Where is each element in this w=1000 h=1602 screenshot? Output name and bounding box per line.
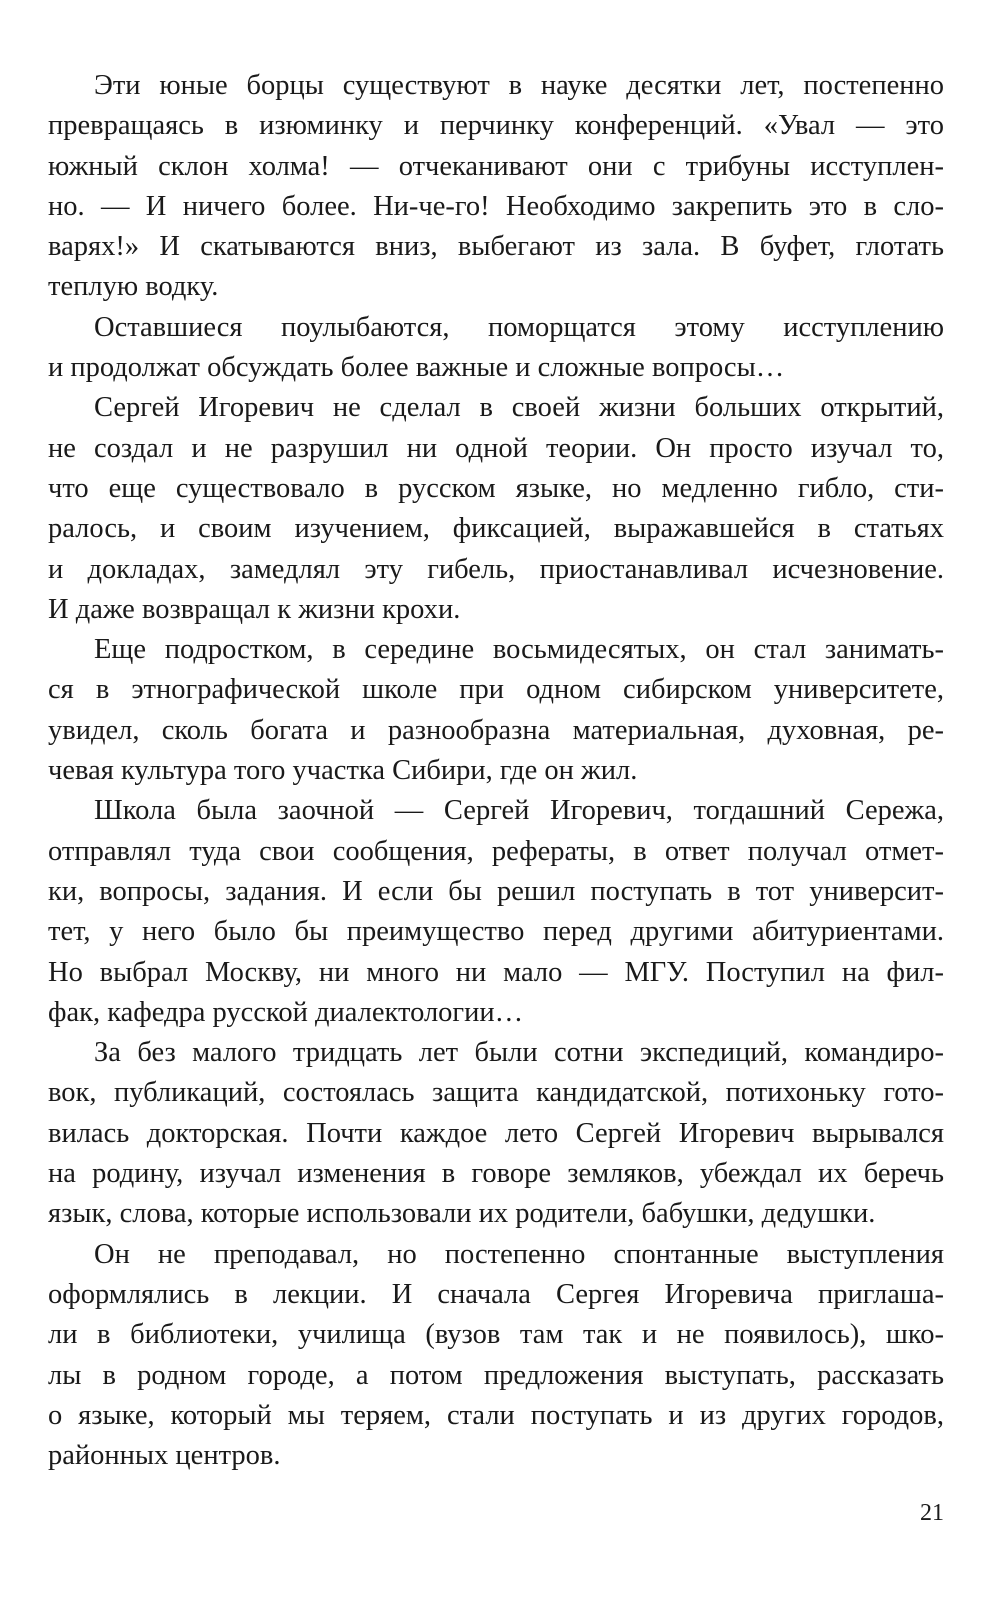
text-line: но. — И ничего более. Ни-че-го! Необходимо закрепить это в сло- xyxy=(48,190,944,222)
text-line: Сергей Игоревич не сделал в своей жизни больших открытий, xyxy=(94,392,944,424)
text-line: вок, публикаций, состоялась защита кандидатской, потихоньку гото- xyxy=(48,1077,944,1109)
text-line: варях!» И скатываются вниз, выбегают из зала. В буфет, глотать xyxy=(48,231,944,263)
text-line: отправлял туда свои сообщения, рефераты, в ответ получал отмет- xyxy=(48,835,944,867)
text-line: язык, слова, которые использовали их родители, бабушки, дедушки. xyxy=(48,1198,876,1230)
text-line: о языке, который мы теряем, стали поступать и из других городов, xyxy=(48,1399,944,1431)
text-line: оформлялись в лекции. И сначала Сергея Игоревича приглаша- xyxy=(48,1278,944,1310)
text-line: и докладах, замедлял эту гибель, приостанавливал исчезновение. xyxy=(48,553,944,585)
text-line: Он не преподавал, но постепенно спонтанные выступления xyxy=(94,1238,944,1270)
body-text xyxy=(48,66,944,1476)
text-line: чевая культура того участка Сибири, где он жил. xyxy=(48,755,638,787)
text-line: что еще существовало в русском языке, но медленно гибло, сти- xyxy=(48,472,944,504)
text-line: и продолжат обсуждать более важные и сложные вопросы… xyxy=(48,352,785,384)
text-line: Эти юные борцы существуют в науке десятки лет, постепенно xyxy=(94,70,944,101)
text-line: превращаясь в изюминку и перчинку конференций. «Увал — это xyxy=(48,110,944,142)
page-number: 21 xyxy=(920,1500,944,1526)
text-line: ки, вопросы, задания. И если бы решил поступать в тот университ- xyxy=(48,875,944,907)
text-line: Оставшиеся поулыбаются, поморщатся этому исступлению xyxy=(94,311,944,343)
text-line: на родину, изучал изменения в говоре земляков, убеждал их беречь xyxy=(48,1158,944,1190)
text-line: Школа была заочной — Сергей Игоревич, тогдашний Сережа, xyxy=(94,795,944,827)
text-line: Но выбрал Москву, ни много ни мало — МГУ. Поступил на фил- xyxy=(48,956,944,988)
text-line: ли в библиотеки, училища (вузов там так и не появилось), шко- xyxy=(48,1319,944,1351)
text-line: не создал и не разрушил ни одной теории. Он просто изучал то, xyxy=(48,432,944,464)
text-line: тет, у него было бы преимущество перед другими абитуриентами. xyxy=(48,916,944,948)
text-line: увидел, сколь богата и разнообразна материальная, духовная, ре- xyxy=(48,714,944,746)
text-line: фак, кафедра русской диалектологии… xyxy=(48,996,524,1028)
text-line: теплую водку. xyxy=(48,271,219,303)
text-line: районных центров. xyxy=(48,1440,281,1472)
text-line: лы в родном городе, а потом предложения выступать, рассказать xyxy=(48,1359,944,1391)
text-line: За без малого тридцать лет были сотни экспедиций, командиро- xyxy=(94,1037,944,1069)
text-line: ралось, и своим изучением, фиксацией, выражавшейся в статьях xyxy=(48,513,944,545)
text-line: Еще подростком, в середине восьмидесятых, он стал занимать- xyxy=(94,634,944,666)
text-line: ся в этнографической школе при одном сибирском университете, xyxy=(48,674,944,706)
text-line: южный склон холма! — отчеканивают они с трибуны исступлен- xyxy=(48,150,944,182)
text-line: И даже возвращал к жизни крохи. xyxy=(48,593,461,625)
text-line: вилась докторская. Почти каждое лето Сергей Игоревич вырывался xyxy=(48,1117,944,1149)
